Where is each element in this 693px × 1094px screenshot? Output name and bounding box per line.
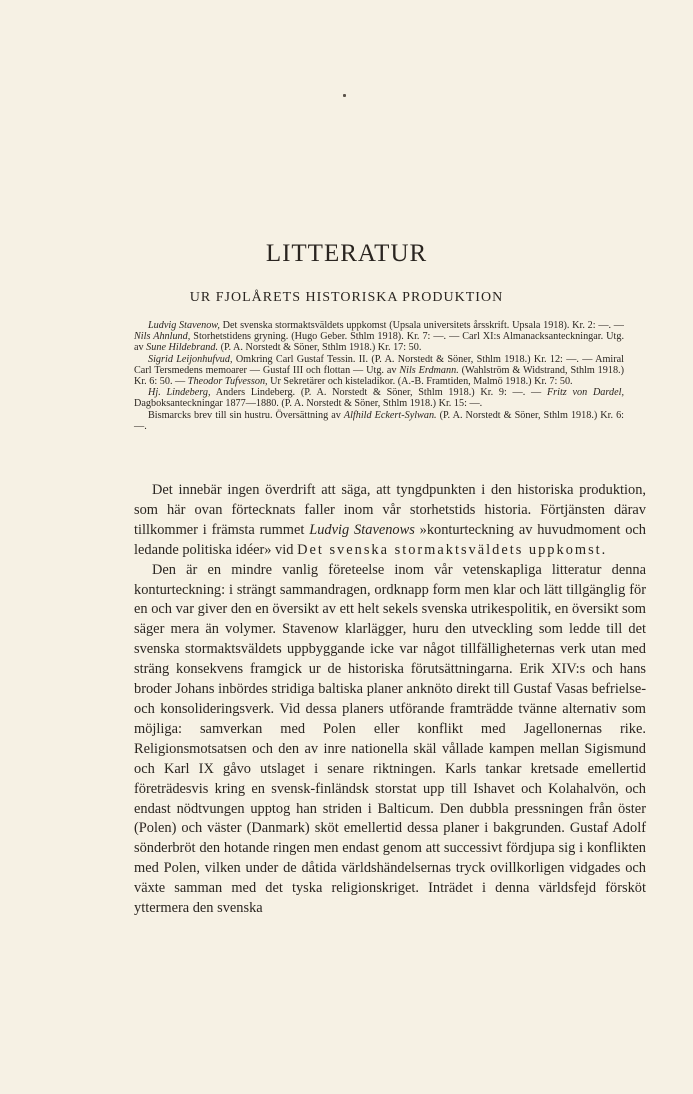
body-paragraph [134,481,646,561]
paragraph-text: Det innebär ingen överdrift att säga, att tyngdpunkten i den historiska produktion, som här ovan förtecknats faller inom vår storhetstids historia. Förtjänsten därav tillkommer i främsta rummet [134,482,646,538]
bibliography-entry [134,354,624,388]
bibliography-author: Nils Ahnlund, [134,331,191,343]
bibliography-text: (Wahlström & Widstrand, Sthlm 1918.) Kr. 6: 50. — [134,364,624,388]
page-subtitle: UR FJOLÅRETS HISTORISKA PRODUKTION [189,290,504,305]
bibliography-text: (P. A. Norstedt & Söner, Sthlm 1918.) Kr. 6: —. [134,409,624,432]
bibliography-author: Nils Erdmann. [399,364,459,376]
bibliography-entry [134,320,624,354]
bibliography-author: Hj. Lindeberg, [148,387,211,399]
paragraph-text: Den är en mindre vanlig företeelse inom vår vetenskapliga litteratur denna konturteckning: i strängt sammandragen, ordknapp form men klar och lätt tillgänglig för en och var giver den en översikt av ett helt sekels svenska utrikespolitik, en översikt som säger mera än volymer. Stavenow klarlägger, huru den utveckling som ledde till det svenska stormaktsväldets uppbyggande icke var något tillfälligheternas verk utan med sträng konsekvens framgick ur de historiska förutsättningarna. Erik XIV:s och hans broder Johans inbördes stridiga baltiska planer anknöto direkt till Gustaf Vasas befrielse- och konsolideringsverk. Vid dessa planers utförande framträdde tvänne alternativ som möjliga: samverkan med Polen eller konflikt med Jagellonernas rike. Religionsmotsatsen och den av inre nationella skäl vållade kampen mellan Sigismund och Karl IX gåvo utslaget i senare riktningen. Karls tankar kretsade emellertid företrädesvis kring en svensk-finländsk storstat upp till Ishavet och Kolahalvön, och endast nödtvungen upptog han striden i Balticum. Den dubbla pressningen från öster (Polen) och väster (Danmark) sköt emellertid dessa planer i bakgrunden. Gustaf Adolf sönderbröt den hotande ringen men endast genom att successivt fördjupa sig i konflikten med Polen, vilken under de dåtida världshändelsernas tryck ovillkorligen vidgades och växte samman med det tyska religionskriget. Inträdet i denna världsfejd försköt yttermera den svenska [134,561,646,917]
bibliography-text: (P. A. Norstedt & Söner, Sthlm 1918.) Kr. 17: 50. [218,342,422,354]
bibliography-entry [134,387,624,409]
bibliography-text: Anders Lindeberg. (P. A. Norstedt & Söner, Sthlm 1918.) Kr. 9: —. — [210,387,547,399]
paragraph-text: »konturteckning av huvudmoment och ledande politiska idéer» vid [134,521,647,558]
body-text [134,481,646,919]
bibliography-author: Sune Hildebrand. [146,342,219,354]
print-mark [343,94,346,97]
bibliography-list [134,320,624,432]
bibliography-text: Dagboksanteckningar 1877—1880. (P. A. Norstedt & Söner, Sthlm 1918.) Kr. 15: —. [134,398,483,410]
bibliography-author: Theodor Tufvesson, [187,376,268,388]
bibliography-author: Sigrid Leijonhufvud, [148,353,233,365]
body-paragraph [134,561,646,919]
bibliography-text: Storhetstidens gryning. (Hugo Geber. Sthlm 1918). Kr. 7: —. — Carl XI:s Almanacksanteckningar. Utg. av [134,331,624,354]
bibliography-author: Alfhild Eckert-Sylwan. [343,409,437,421]
bibliography-author: Ludvig Stavenow, [148,320,220,331]
bibliography-text: Ur Sekretärer och kisteladikor. (A.-B. Framtiden, Malmö 1918.) Kr. 7: 50. [267,376,573,388]
book-title: Det svenska stormaktsväldets uppkomst. [297,541,608,558]
bibliography-author: Fritz von Dardel, [546,387,624,399]
author-name: Ludvig Stavenows [309,521,415,538]
bibliography-entry [134,410,624,432]
bibliography-text: Bismarcks brev till sin hustru. Översättning av [148,409,344,421]
bibliography-text: Omkring Carl Gustaf Tessin. II. (P. A. Norstedt & Söner, Sthlm 1918.) Kr. 12: —. — Amiral Carl Tersmedens memoarer — Gustaf III och flottan — Utg. av [134,353,624,376]
page-title: LITTERATUR [265,240,428,267]
bibliography-text: Det svenska stormaktsväldets uppkomst (Upsala universitets årsskrift. Upsala 1918). Kr. 2: —. — [219,320,624,331]
